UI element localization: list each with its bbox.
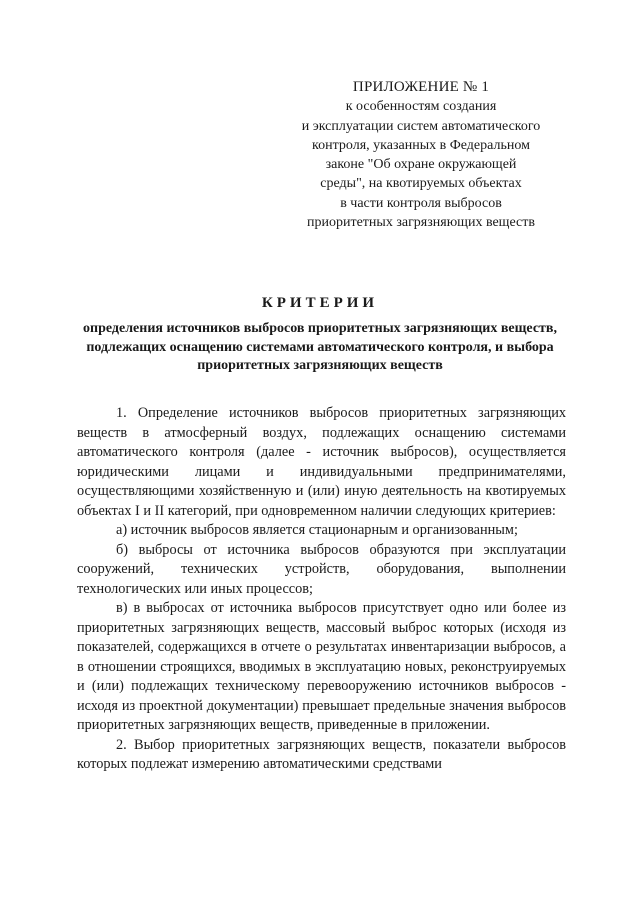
body-paragraph: б) выбросы от источника выбросов образуются при эксплуатации сооружений, технических устройств, оборудования, выполнении технологических или иных процессов; — [77, 541, 566, 597]
appendix-line: к особенностям создания — [345, 99, 497, 115]
document-subheading: определения источников выбросов приоритетных загрязняющих веществ, подлежащих оснащению системами автоматического контроля, и выбора приоритетных загрязняющих веществ — [83, 321, 557, 373]
appendix-header — [290, 78, 552, 232]
appendix-line: приоритетных загрязняющих веществ — [307, 215, 535, 231]
appendix-line: в части контроля выбросов — [340, 195, 502, 211]
appendix-line: законе "Об охране окружающей — [325, 157, 517, 173]
document-heading: КРИТЕРИИ — [261, 295, 379, 311]
body-paragraph: 1. Определение источников выбросов приоритетных загрязняющих веществ в атмосферный воздух, подлежащих оснащению системами автоматического контроля (далее - источник выбросов), осуществляется юридическими лицами и индивидуальными предпринимателями, осуществляющими хозяйственную и (или) иную деятельность на квотируемых объектах I и II категорий, при одновременном наличии следующих критериев: — [77, 405, 566, 519]
body-paragraph: а) источник выбросов является стационарным и организованным; — [116, 522, 518, 538]
body-paragraph: 2. Выбор приоритетных загрязняющих веществ, показатели выбросов которых подлежат измерению автоматическими средствами — [77, 736, 566, 772]
appendix-title: ПРИЛОЖЕНИЕ № 1 — [352, 79, 490, 95]
appendix-line: и эксплуатации систем автоматического — [301, 118, 541, 134]
appendix-line: контроля, указанных в Федеральном — [312, 137, 530, 153]
document-body — [77, 404, 566, 775]
appendix-line: среды", на квотируемых объектах — [320, 176, 522, 192]
body-paragraph: в) в выбросах от источника выбросов присутствует одно или более из приоритетных загрязняющих веществ, массовый выброс которых (исходя из показателей, содержащихся в отчете о результатах инвентаризации выбросов, а в отношении строящихся, вводимых в эксплуатацию новых, реконструируемых и (или) подлежащих техническому перевооружению источников выбросов - исходя из проектной документации) превышает предельные значения выбросов приоритетных загрязняющих веществ, приведенные в приложении. — [77, 600, 566, 733]
